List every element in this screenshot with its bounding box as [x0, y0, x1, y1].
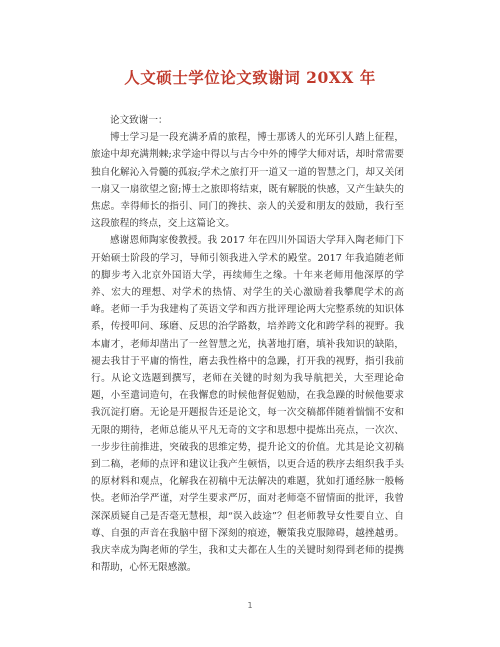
- paragraph-1: 博士学习是一段充满矛盾的旅程，博士那诱人的光环引人踏上征程，旅途中却充满荆棘;求学途中得以与古今中外的博学大师对话，却时常需要独自化解沁入骨髓的孤寂;学术之旅打开一道又一道的智慧之门，却又关闭一扇又一扇欲望之窗;博士之旅即将结束，既有解脱的快感，又产生缺失的焦虑。幸得师长的指引、同门的搀扶、亲人的关爱和朋友的鼓励，我行至这段旅程的终点，交上这篇论文。: [91, 132, 404, 230]
- salutation: 论文致谢一：: [110, 115, 168, 126]
- page-number: 1: [247, 601, 253, 610]
- document-title: 人文硕士学位论文致谢词 20XX 年: [124, 68, 376, 87]
- document-body: [91, 112, 404, 576]
- paragraph-2: 感谢恩师陶家俊教授。我 2017 年在四川外国语大学拜入陶老师门下开始硕士阶段的学习，导师引领我进入学术的殿堂。2017 年我追随老师的脚步考入北京外国语大学，再续师生之缘。十年来老师用他深厚的学养、宏大的理想、对学术的热情、对学生的关心激励着我攀爬学术的高峰。老师一手为我建构了英语文学和西方批评理论两大完整系统的知识体系，传授叩问、琢磨、反思的治学路数，培养跨文化和跨学科的视野。我本庸才，老师却凿出了一丝智慧之光，执著地打磨，填补我知识的缺陷，褪去我甘于平庸的惰性，磨去我性格中的急躁，打开我的视野，指引我前行。从论文选题到撰写，老师在关键的时刻为我导航把关，大至理论命题，小至遣词造句，在我懈怠的时候他督促勉励，在我急躁的时候他要求我沉淀打磨。无论是开题报告还是论文，每一次交稿都伴随着惴惴不安和无限的期待，老师总能从平凡无奇的文字和思想中提炼出亮点，一次次、一步步往前推进，突破我的思维定势，提升论文的价值。尤其是论文初稿到二稿，老师的点评和建议让我产生顿悟，以更合适的秩序去组织我手头的原材料和观点，化解我在初稿中无法解决的难题，犹如打通经脉一般畅快。老师治学严谨，对学生要求严厉，面对老师毫不留情面的批评，我曾深深质疑自己是否毫无慧根，却“误入歧途”？但老师教导女性要自立、自尊、自强的声音在我脑中留下深刻的痕迹，鞭策我克服障碍，越挫越勇。我庆幸成为陶老师的学生，我和丈夫都在人生的关键时刻得到老师的提携和帮助，心怀无限感激。: [91, 235, 404, 574]
